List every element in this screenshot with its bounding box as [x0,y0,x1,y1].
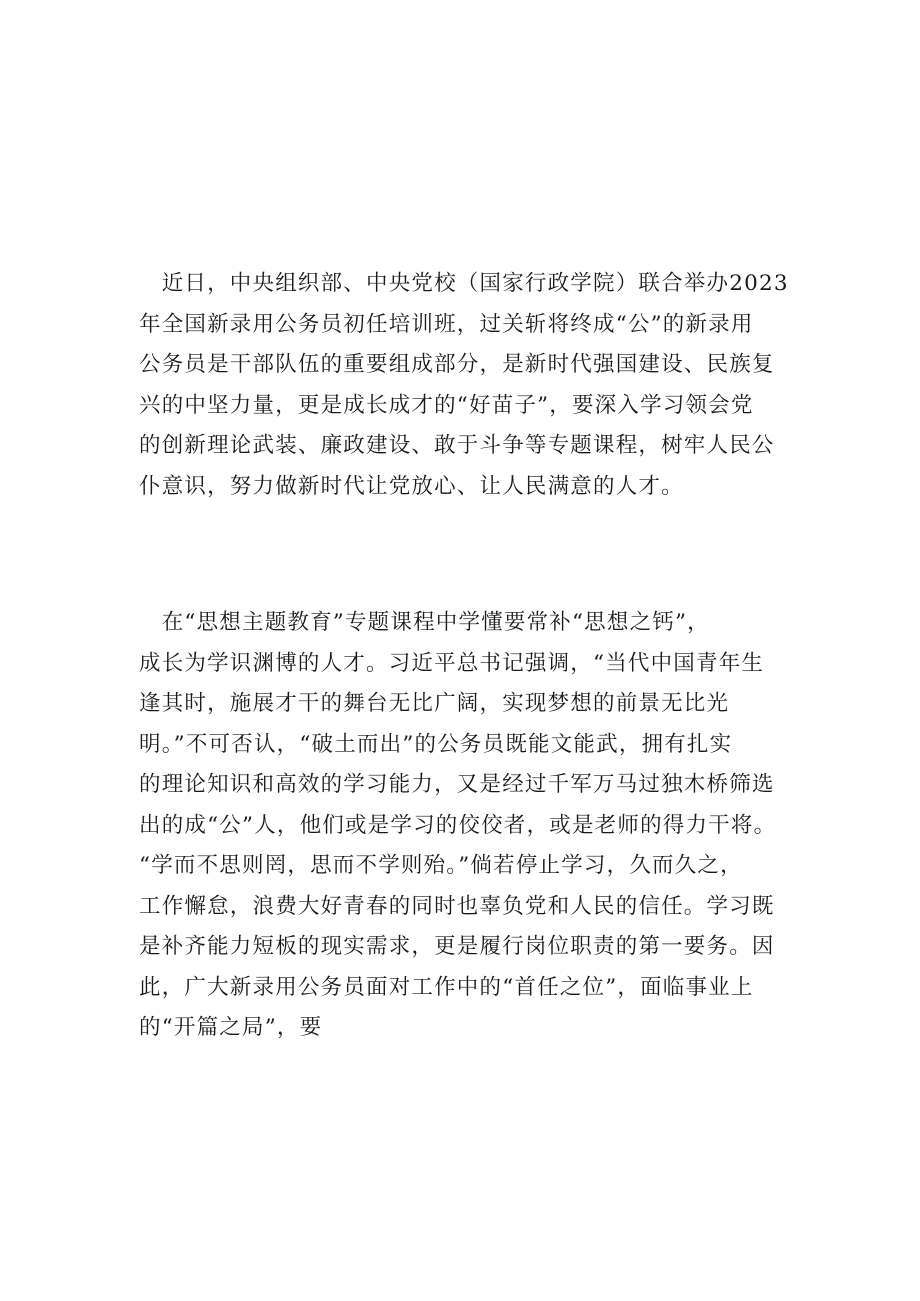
paragraph-line: 明。”不可否认，“破土而出”的公务员既能文能武，拥有扎实 [139,731,733,757]
paragraph-line: 出的成“公”人，他们或是学习的佼佼者，或是老师的得力干将。 [139,812,777,838]
paragraph-line: 工作懈怠，浪费大好青春的同时也辜负党和人民的信任。学习既 [139,893,775,919]
paragraph-line: 的理论知识和高效的学习能力，又是经过千军万马过独木桥筛选 [139,772,775,797]
paragraph-line: 成长为学识渊博的人才。习近平总书记强调，“当代中国青年生 [139,650,765,676]
paragraph-2 [139,603,789,1049]
paragraph-line: 是补齐能力短板的现实需求，更是履行岗位职责的第一要务。因 [139,934,775,959]
paragraph-line: 仆意识，努力做新时代让党放心、让人民满意的人才。 [139,473,684,499]
paragraph-line: 此，广大新录用公务员面对工作中的“首任之位”，面临事业上 [139,974,754,1000]
paragraph-line: 逢其时，施展才干的舞台无比广阔，实现梦想的前景无比光 [139,691,730,716]
paragraph-line: 近日，中央组织部、中央党校（国家行政学院）联合举办2023 [139,271,789,296]
paragraph-line: 兴的中坚力量，更是成长成才的“好苗子”，要深入学习领会党 [139,392,754,418]
paragraph-line: 的创新理论武装、廉政建设、敢于斗争等专题课程，树牢人民公 [139,433,775,458]
paragraph-line: 的“开篇之局”，要 [139,1015,323,1040]
paragraph-line: 在“思想主题教育”专题课程中学懂要常补“思想之钙”， [139,610,710,635]
paragraph-line: 公务员是干部队伍的重要组成部分，是新时代强国建设、民族复 [139,352,775,377]
paragraph-line: 年全国新录用公务员初任培训班，过关斩将终成“公”的新录用 [139,311,754,337]
paragraph-1 [139,264,789,507]
paragraph-line: “学而不思则罔，思而不学则殆。”倘若停止学习，久而久之， [139,853,743,878]
